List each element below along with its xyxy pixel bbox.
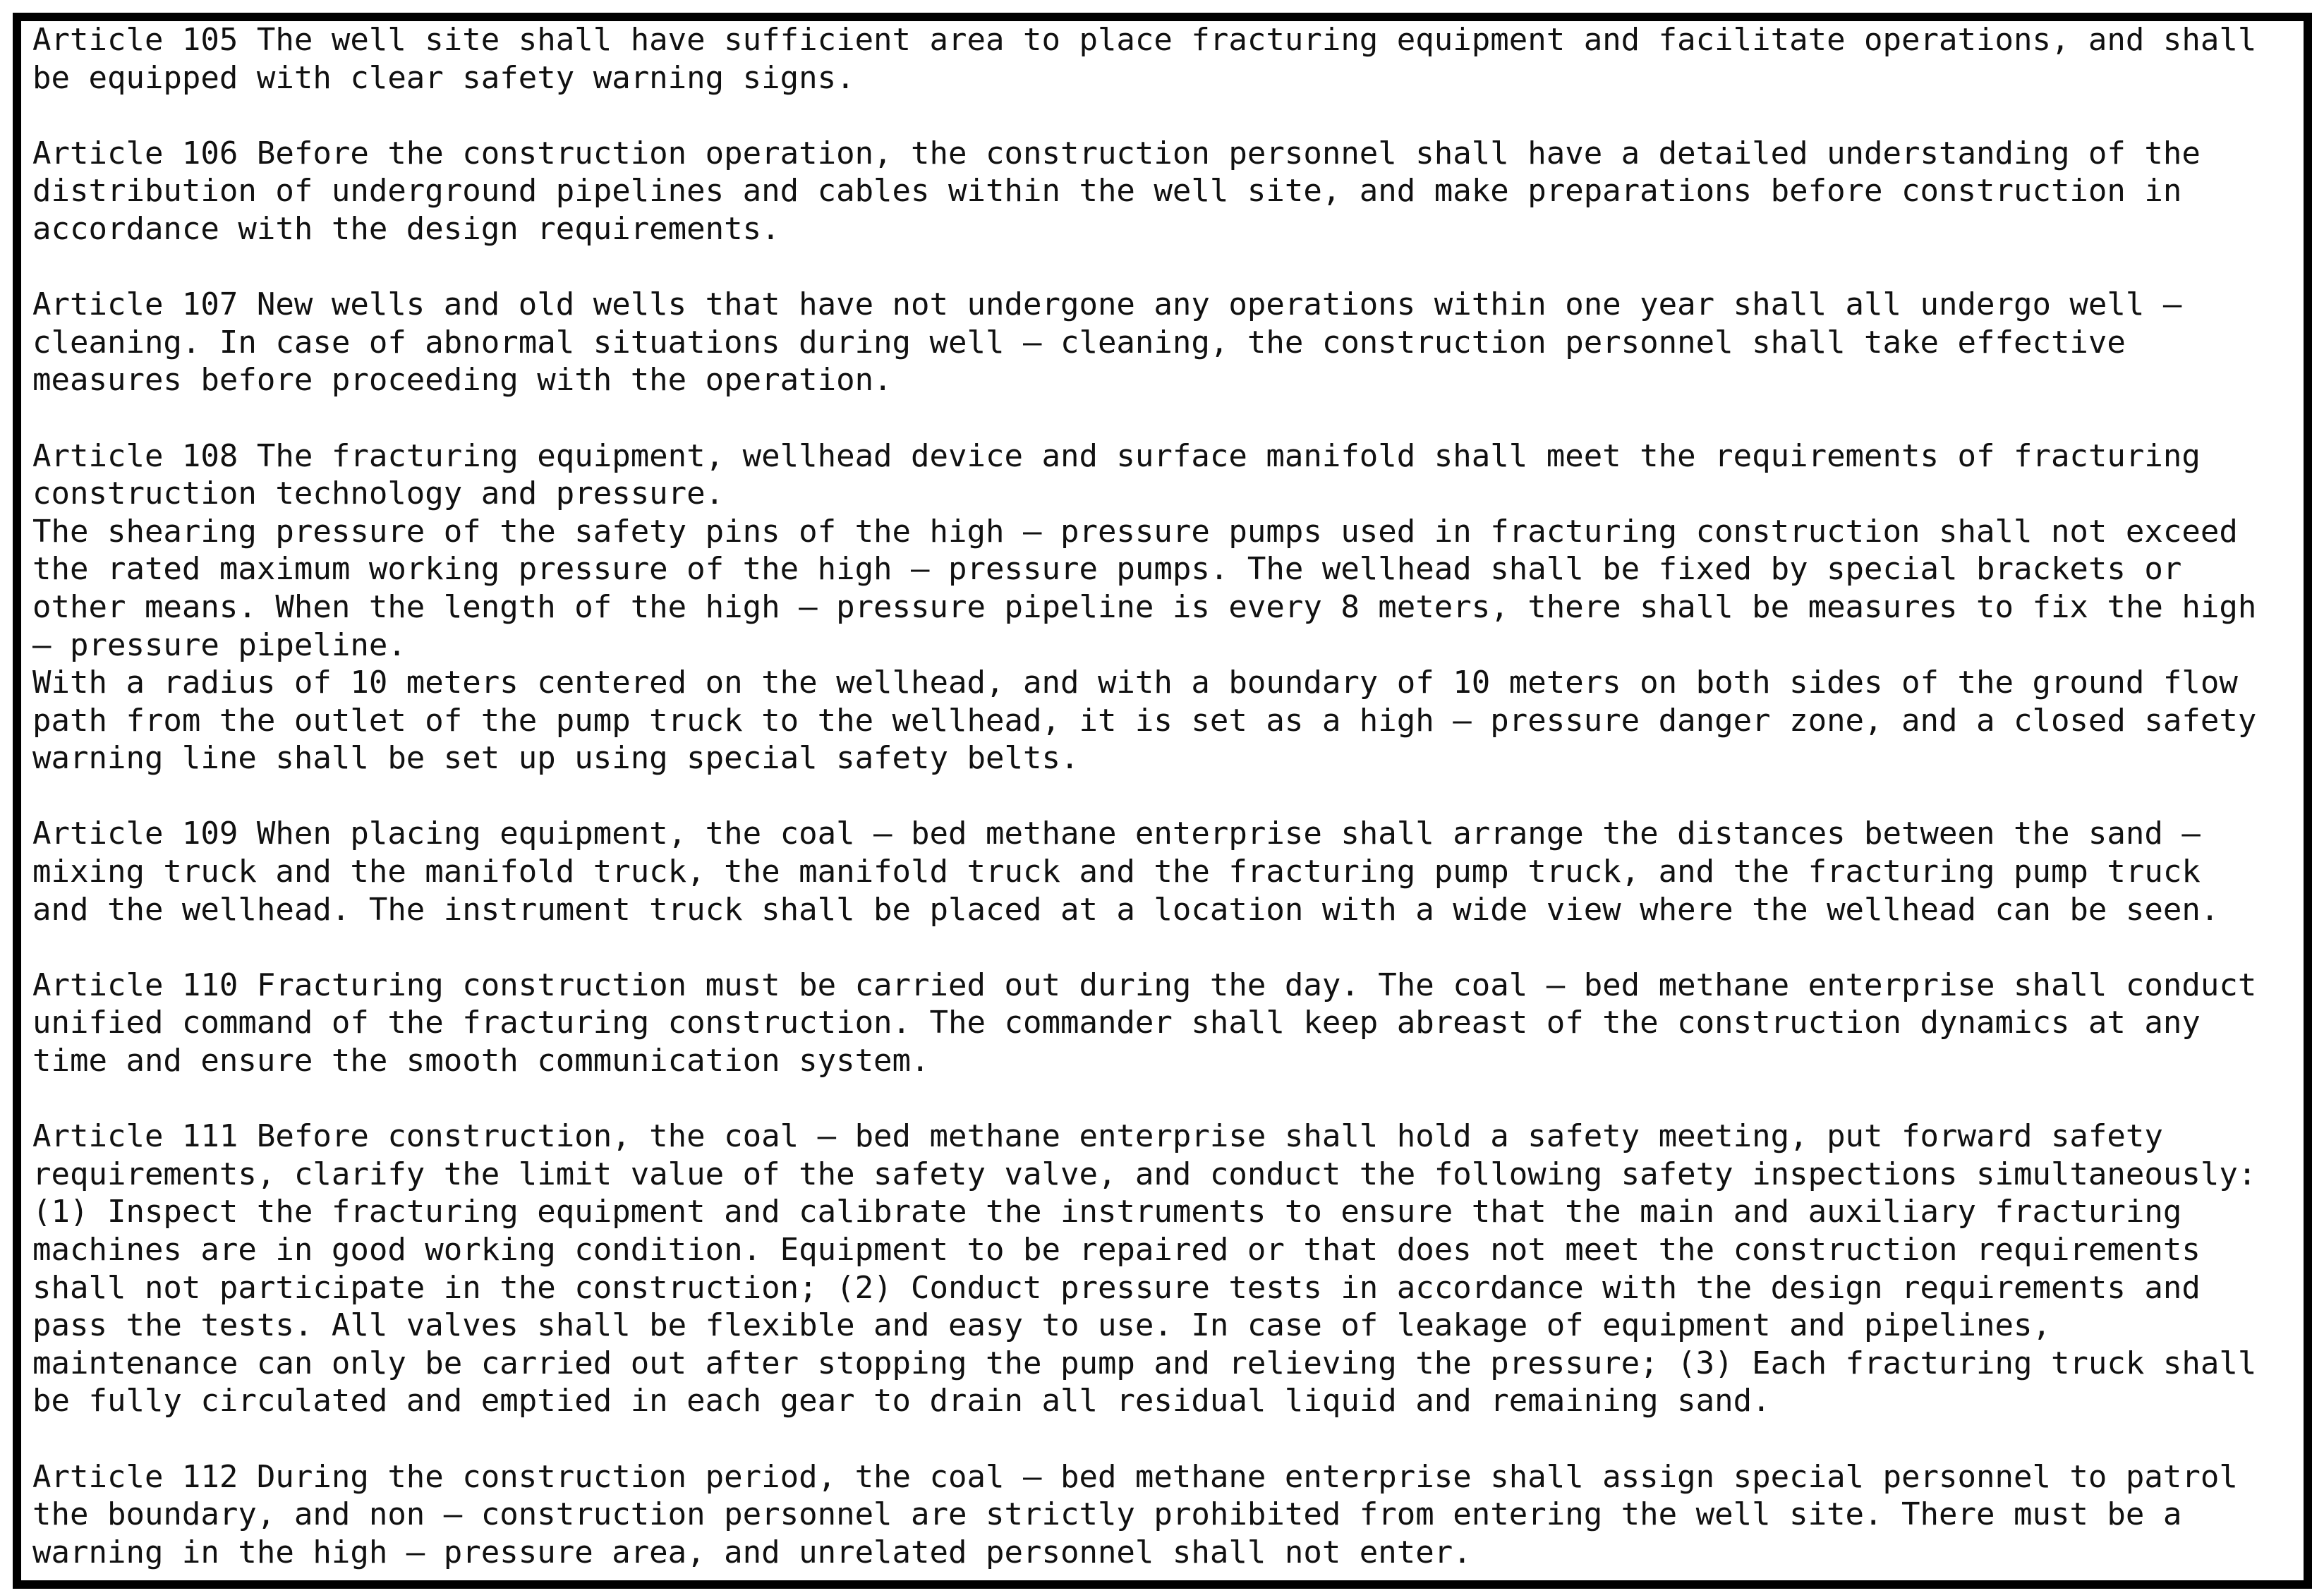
article-paragraph xyxy=(32,437,2256,777)
text-line: construction technology and pressure. xyxy=(32,476,725,512)
article-paragraph xyxy=(32,1458,2256,1572)
text-line: Article 112 During the construction period, the coal – bed methane enterprise shall assign special personnel to patrol xyxy=(32,1458,2238,1495)
text-line: Article 108 The fracturing equipment, wellhead device and surface manifold shall meet the requirements of fracturing xyxy=(32,437,2201,474)
text-line: measures before proceeding with the operation. xyxy=(32,362,892,399)
text-line: other means. When the length of the high – pressure pipeline is every 8 meters, there shall be measures to fix the high xyxy=(32,588,2257,625)
text-line: shall not participate in the construction; (2) Conduct pressure tests in accordance with the design requirements and xyxy=(32,1269,2201,1306)
text-line: be fully circulated and emptied in each gear to drain all residual liquid and remaining sand. xyxy=(32,1383,1771,1419)
blank-line xyxy=(32,399,2256,437)
text-line: – pressure pipeline. xyxy=(32,626,406,663)
text-line: the rated maximum working pressure of the high – pressure pumps. The wellhead shall be fixed by special brackets or xyxy=(32,551,2182,588)
text-line: Article 105 The well site shall have sufficient area to place fracturing equipment and facilitate operations, and shall xyxy=(32,22,2257,58)
text-line: be equipped with clear safety warning signs. xyxy=(32,59,855,96)
blank-line xyxy=(32,1080,2256,1118)
article-paragraph xyxy=(32,1117,2256,1420)
text-line: With a radius of 10 meters centered on the wellhead, and with a boundary of 10 meters on both sides of the ground flow xyxy=(32,665,2238,701)
article-paragraph xyxy=(32,21,2256,97)
text-line: accordance with the design requirements. xyxy=(32,210,780,247)
blank-line xyxy=(32,1420,2256,1458)
text-line: cleaning. In case of abnormal situations during well – cleaning, the construction personnel shall take effective xyxy=(32,324,2126,361)
text-line: mixing truck and the manifold truck, the manifold truck and the fracturing pump truck, and the fracturing pump truck xyxy=(32,854,2201,890)
text-line: Article 106 Before the construction operation, the construction personnel shall have a detailed understanding of the xyxy=(32,135,2201,171)
text-line: unified command of the fracturing construction. The commander shall keep abreast of the construction dynamics at any xyxy=(32,1005,2201,1041)
text-line: requirements, clarify the limit value of the safety valve, and conduct the following safety inspections simultaneously: xyxy=(32,1156,2257,1192)
article-paragraph xyxy=(32,967,2256,1080)
blank-line xyxy=(32,777,2256,816)
text-line: warning in the high – pressure area, and unrelated personnel shall not enter. xyxy=(32,1534,1472,1570)
text-line: Article 107 New wells and old wells that have not undergone any operations within one year shall all undergo well – xyxy=(32,286,2182,323)
blank-line xyxy=(32,928,2256,967)
text-line: The shearing pressure of the safety pins of the high – pressure pumps used in fracturing construction shall not exceed xyxy=(32,513,2238,550)
document-body xyxy=(32,21,2256,1571)
text-line: path from the outlet of the pump truck to the wellhead, it is set as a high – pressure danger zone, and a closed safety xyxy=(32,702,2257,739)
text-line: the boundary, and non – construction personnel are strictly prohibited from entering the well site. There must be a xyxy=(32,1496,2182,1533)
text-line: (1) Inspect the fracturing equipment and calibrate the instruments to ensure that the main and auxiliary fracturing xyxy=(32,1194,2182,1230)
article-paragraph xyxy=(32,815,2256,928)
text-line: time and ensure the smooth communication system. xyxy=(32,1043,930,1079)
text-line: machines are in good working condition. Equipment to be repaired or that does not meet the construction requirements xyxy=(32,1232,2201,1268)
text-line: warning line shall be set up using special safety belts. xyxy=(32,740,1079,777)
text-line: Article 110 Fracturing construction must be carried out during the day. The coal – bed methane enterprise shall conduct xyxy=(32,967,2257,1003)
text-line: maintenance can only be carried out after stopping the pump and relieving the pressure; (3) Each fracturing truck shall xyxy=(32,1345,2257,1381)
article-paragraph xyxy=(32,286,2256,399)
text-line: pass the tests. All valves shall be flexible and easy to use. In case of leakage of equipment and pipelines, xyxy=(32,1307,2051,1344)
article-paragraph xyxy=(32,135,2256,248)
text-line: distribution of underground pipelines and cables within the well site, and make preparations before construction in xyxy=(32,173,2182,210)
blank-line xyxy=(32,97,2256,135)
text-line: Article 109 When placing equipment, the coal – bed methane enterprise shall arrange the distances between the sand – xyxy=(32,816,2201,852)
text-line: and the wellhead. The instrument truck shall be placed at a location with a wide view where the wellhead can be seen. xyxy=(32,891,2220,928)
text-line: Article 111 Before construction, the coal – bed methane enterprise shall hold a safety meeting, put forward safety xyxy=(32,1118,2163,1155)
blank-line xyxy=(32,248,2256,286)
